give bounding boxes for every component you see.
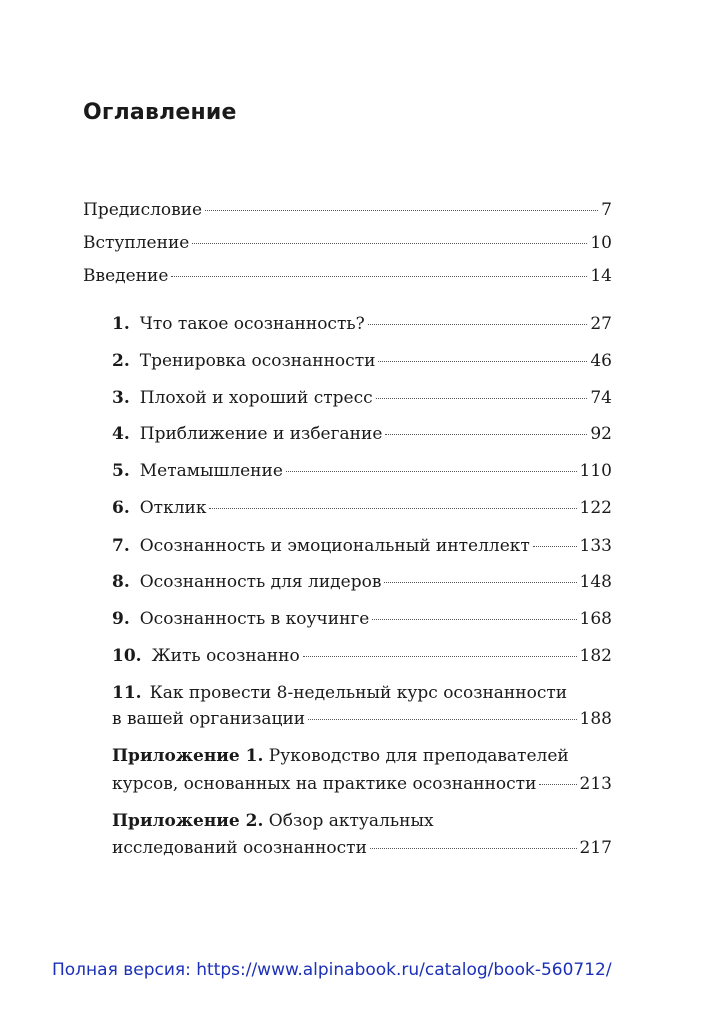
appendix-label: Приложение 1.	[112, 746, 264, 766]
appendix-label: Приложение 2.	[112, 811, 264, 831]
toc-entry-chapter-3[interactable]	[112, 388, 612, 408]
toc-entry-appendix-2[interactable]	[112, 838, 612, 858]
toc-entry-page: 74	[590, 388, 612, 408]
toc-entry-chapter-11[interactable]	[112, 709, 612, 729]
toc-entry-title: Что такое осознанность?	[139, 314, 365, 334]
dot-leader	[378, 361, 587, 362]
dot-leader	[368, 324, 588, 325]
toc-entry-chapter-11-line1[interactable]	[112, 683, 567, 703]
toc-entry-title: Приближение и избегание	[139, 424, 383, 444]
toc-entry-chapter-1[interactable]	[112, 314, 612, 334]
toc-entry-title: Осознанность для лидеров	[139, 572, 382, 592]
toc-entry-page: 188	[579, 709, 612, 729]
toc-entry-title: Руководство для преподавателей	[268, 746, 569, 766]
dot-leader	[209, 508, 576, 509]
toc-entry-chapter-5[interactable]	[112, 461, 612, 481]
toc-entry-page: 213	[579, 774, 612, 794]
toc-entry-page: 110	[579, 461, 612, 481]
toc-entry-introduction[interactable]	[83, 233, 612, 253]
toc-entry-title: Жить осознанно	[151, 646, 300, 666]
dot-leader	[303, 656, 577, 657]
dot-leader	[286, 471, 577, 472]
toc-entry-foreword[interactable]	[83, 266, 612, 286]
toc-entry-title: Как провести 8-недельный курс осознанности	[149, 683, 568, 703]
chapter-number: 10.	[112, 646, 142, 666]
toc-entry-title: Метамышление	[139, 461, 283, 481]
toc-entry-chapter-8[interactable]	[112, 572, 612, 592]
chapter-number: 5.	[112, 461, 130, 481]
toc-entry-page: 7	[601, 200, 612, 220]
chapter-number: 11.	[112, 683, 142, 703]
chapter-number: 6.	[112, 498, 130, 518]
dot-leader	[384, 582, 576, 583]
dot-leader	[372, 619, 576, 620]
toc-entry-title: Осознанность в коучинге	[139, 609, 370, 629]
toc-entry-page: 14	[590, 266, 612, 286]
toc-entry-title: Вступление	[83, 233, 190, 253]
toc-entry-chapter-9[interactable]	[112, 609, 612, 629]
toc-entry-chapter-6[interactable]	[112, 498, 612, 518]
toc-entry-title: Введение	[83, 266, 169, 286]
toc-entry-page: 92	[590, 424, 612, 444]
toc-entry-title-continued: курсов, основанных на практике осознанности	[112, 774, 537, 794]
dot-leader	[385, 434, 587, 435]
chapter-number: 3.	[112, 388, 130, 408]
toc-entry-chapter-2[interactable]	[112, 351, 612, 371]
dot-leader	[370, 848, 577, 849]
chapter-number: 2.	[112, 351, 130, 371]
dot-leader	[533, 546, 577, 547]
toc-entry-page: 148	[579, 572, 612, 592]
dot-leader	[308, 719, 576, 720]
toc-entry-title: Тренировка осознанности	[139, 351, 376, 371]
toc-entry-page: 168	[579, 609, 612, 629]
dot-leader	[376, 398, 588, 399]
toc-entry-chapter-7[interactable]	[112, 536, 612, 556]
chapter-number: 7.	[112, 536, 130, 556]
toc-entry-chapter-4[interactable]	[112, 424, 612, 444]
chapter-number: 8.	[112, 572, 130, 592]
toc-entry-appendix-1[interactable]	[112, 774, 612, 794]
toc-entry-page: 46	[590, 351, 612, 371]
toc-entry-chapter-10[interactable]	[112, 646, 612, 666]
page-title: Оглавление	[83, 100, 237, 125]
chapter-number: 9.	[112, 609, 130, 629]
chapter-number: 1.	[112, 314, 130, 334]
toc-entry-title-continued: исследований осознанности	[112, 838, 367, 858]
toc-entry-title: Плохой и хороший стресс	[139, 388, 373, 408]
toc-entry-page: 133	[579, 536, 612, 556]
toc-entry-preface[interactable]	[83, 200, 612, 220]
toc-entry-page: 182	[579, 646, 612, 666]
toc-entry-page: 10	[590, 233, 612, 253]
toc-entry-title: Осознанность и эмоциональный интеллект	[139, 536, 530, 556]
toc-entry-appendix-1-line1[interactable]	[112, 746, 569, 766]
toc-entry-page: 27	[590, 314, 612, 334]
toc-entry-title-continued: в вашей организации	[112, 709, 306, 729]
toc-entry-page: 217	[579, 838, 612, 858]
full-version-link[interactable]: Полная версия: https://www.alpinabook.ru/catalog/book-560712/	[52, 960, 612, 980]
toc-entry-title: Предисловие	[83, 200, 203, 220]
toc-entry-title: Обзор актуальных	[268, 811, 434, 831]
toc-entry-appendix-2-line1[interactable]	[112, 811, 434, 831]
dot-leader	[192, 243, 587, 244]
dot-leader	[205, 210, 598, 211]
dot-leader	[171, 276, 587, 277]
chapter-number: 4.	[112, 424, 130, 444]
toc-entry-page: 122	[579, 498, 612, 518]
toc-entry-title: Отклик	[139, 498, 207, 518]
dot-leader	[539, 784, 576, 785]
